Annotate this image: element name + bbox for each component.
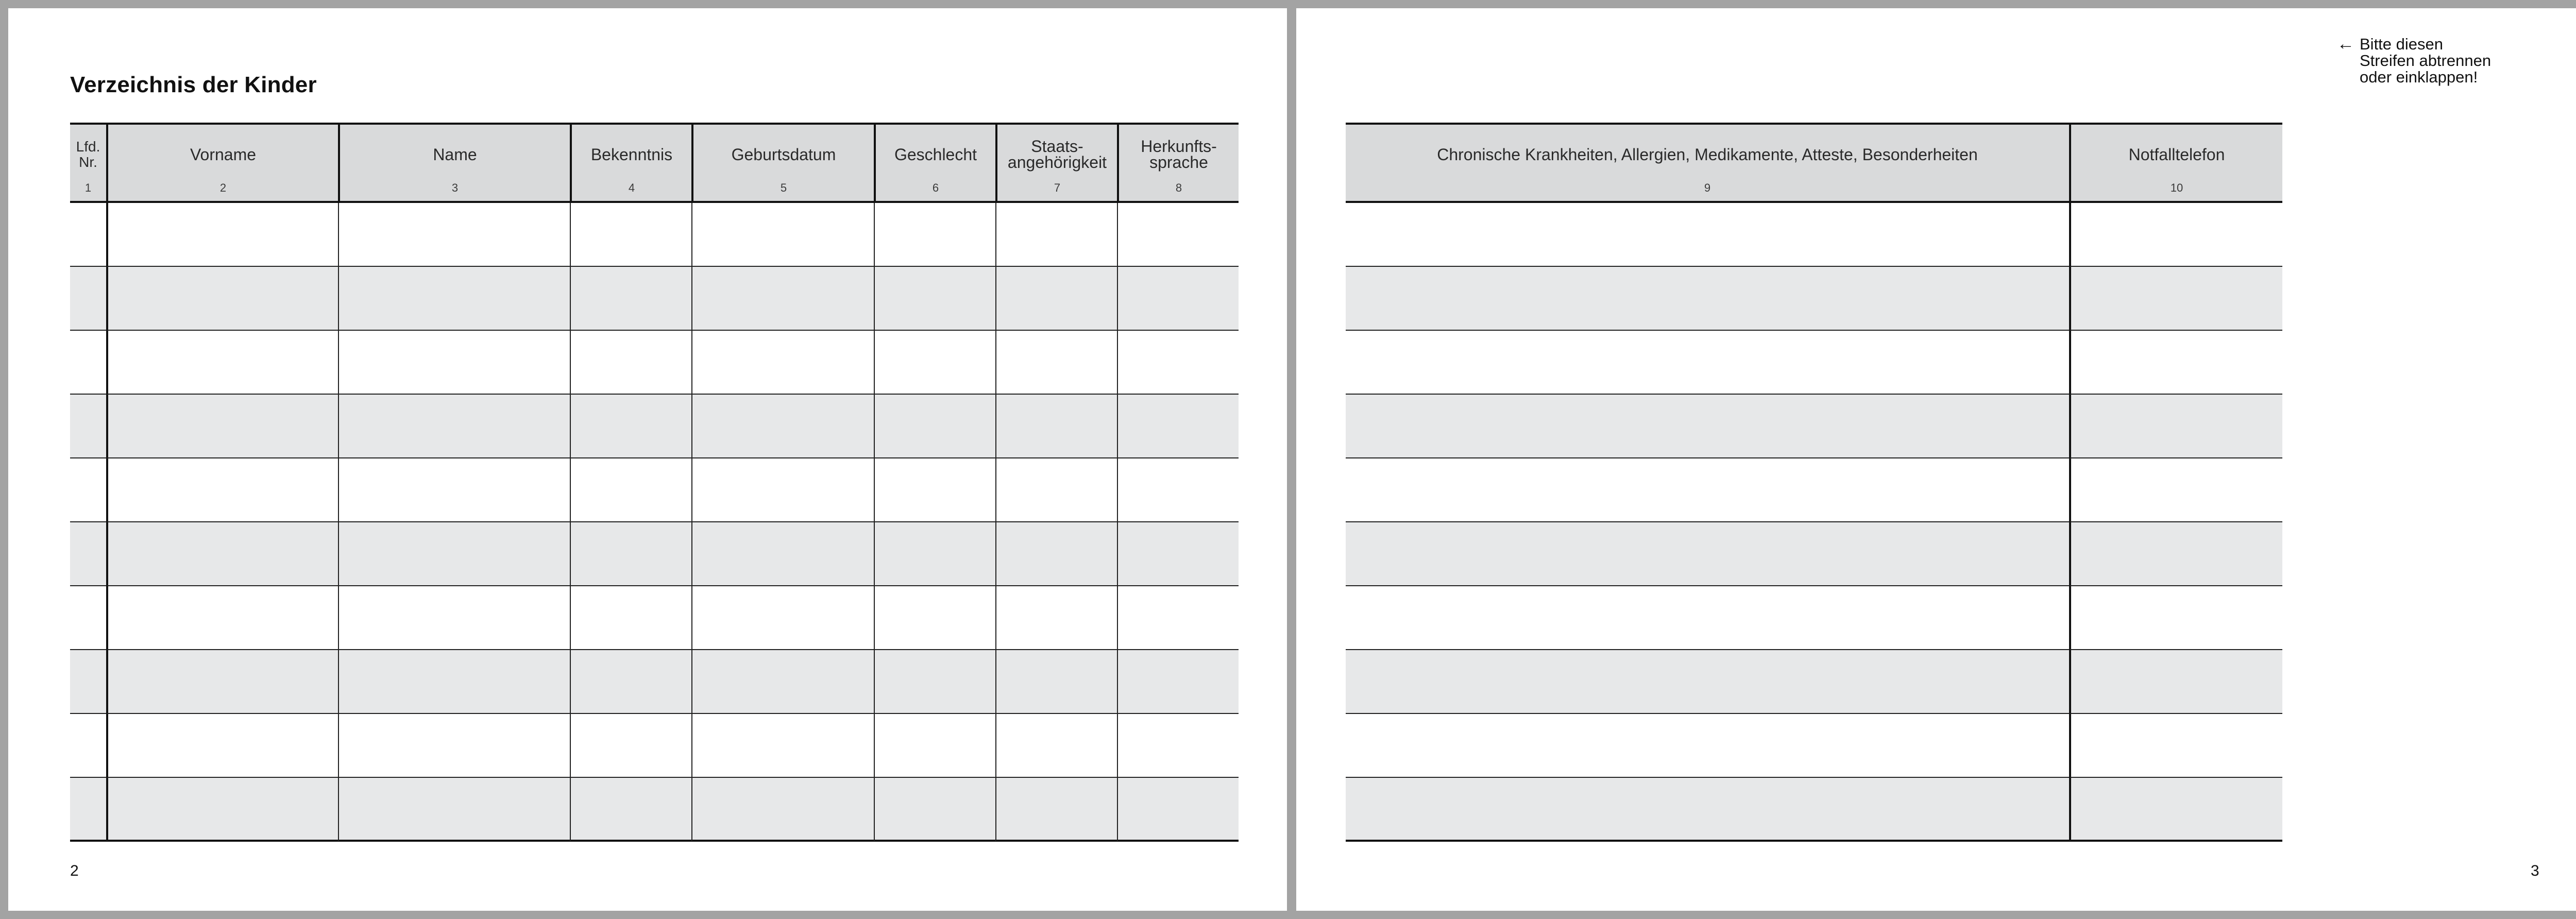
table-cell[interactable] bbox=[995, 331, 1117, 395]
column-header-label: Chronische Krankheiten, Allergien, Medikamente, Atteste, Besonderheiten bbox=[1437, 145, 1978, 164]
table-cell[interactable] bbox=[874, 395, 995, 458]
column-number: 3 bbox=[451, 181, 459, 194]
table-cell[interactable] bbox=[2069, 586, 2282, 650]
table-cell[interactable] bbox=[874, 778, 995, 842]
table-cell[interactable] bbox=[874, 458, 995, 522]
right-page bbox=[1296, 8, 2576, 911]
page-number: 3 bbox=[2531, 862, 2539, 879]
column-number: 8 bbox=[1175, 181, 1182, 194]
left-page bbox=[8, 8, 1287, 911]
table-cell[interactable] bbox=[106, 203, 338, 267]
column-header-label: Vorname bbox=[190, 145, 257, 164]
table-cell[interactable] bbox=[1117, 458, 1239, 522]
table-cell[interactable] bbox=[70, 331, 106, 395]
table-cell[interactable] bbox=[691, 714, 874, 778]
table-cell[interactable] bbox=[2069, 395, 2282, 458]
table-cell[interactable] bbox=[691, 778, 874, 842]
page-number: 2 bbox=[70, 862, 79, 879]
table-cell[interactable] bbox=[338, 203, 570, 267]
table-cell[interactable] bbox=[1117, 331, 1239, 395]
column-header-lfd-nr bbox=[70, 123, 106, 203]
table-cell[interactable] bbox=[2069, 650, 2282, 714]
table-cell[interactable] bbox=[106, 331, 338, 395]
table-cell[interactable] bbox=[70, 395, 106, 458]
table-cell[interactable] bbox=[1346, 586, 2069, 650]
table-cell[interactable] bbox=[338, 778, 570, 842]
column-number: 1 bbox=[84, 181, 92, 194]
table-cell[interactable] bbox=[106, 714, 338, 778]
column-header-label: Geschlecht bbox=[894, 145, 977, 164]
table-cell[interactable] bbox=[106, 522, 338, 586]
children-register-table bbox=[70, 123, 1239, 842]
column-header-geburtsdatum bbox=[691, 123, 874, 203]
table-cell[interactable] bbox=[1346, 267, 2069, 331]
table-cell[interactable] bbox=[874, 267, 995, 331]
table-cell[interactable] bbox=[1117, 650, 1239, 714]
table-cell[interactable] bbox=[338, 395, 570, 458]
table-cell[interactable] bbox=[570, 458, 691, 522]
table-cell[interactable] bbox=[70, 714, 106, 778]
column-number: 4 bbox=[628, 181, 635, 194]
table-cell[interactable] bbox=[106, 267, 338, 331]
table-cell[interactable] bbox=[691, 650, 874, 714]
table-cell[interactable] bbox=[1346, 331, 2069, 395]
table-cell[interactable] bbox=[874, 203, 995, 267]
health-info-table bbox=[1346, 123, 2282, 842]
table-cell[interactable] bbox=[995, 458, 1117, 522]
arrow-left-icon: ← bbox=[2337, 34, 2354, 54]
table-cell[interactable] bbox=[995, 778, 1117, 842]
table-cell[interactable] bbox=[2069, 331, 2282, 395]
column-header-geschlecht bbox=[874, 123, 995, 203]
table-cell[interactable] bbox=[570, 395, 691, 458]
table-cell[interactable] bbox=[2069, 458, 2282, 522]
table-cell[interactable] bbox=[1117, 586, 1239, 650]
column-header-label: Lfd. Nr. bbox=[76, 139, 100, 170]
table-cell[interactable] bbox=[70, 458, 106, 522]
table-cell[interactable] bbox=[570, 778, 691, 842]
table-cell[interactable] bbox=[691, 586, 874, 650]
table-cell[interactable] bbox=[570, 203, 691, 267]
column-header-vorname bbox=[106, 123, 338, 203]
column-number: 5 bbox=[780, 181, 787, 194]
table-cell[interactable] bbox=[338, 714, 570, 778]
tear-off-note bbox=[2337, 36, 2492, 86]
column-header-notfalltelefon bbox=[2069, 123, 2282, 203]
column-header-chronische-krankheiten bbox=[1346, 123, 2069, 203]
table-cell[interactable] bbox=[338, 586, 570, 650]
table-cell[interactable] bbox=[1117, 778, 1239, 842]
table-cell[interactable] bbox=[106, 586, 338, 650]
table-cell[interactable] bbox=[874, 586, 995, 650]
table-cell[interactable] bbox=[70, 267, 106, 331]
table-cell[interactable] bbox=[874, 714, 995, 778]
table-cell[interactable] bbox=[70, 650, 106, 714]
table-cell[interactable] bbox=[2069, 778, 2282, 842]
table-cell[interactable] bbox=[1346, 778, 2069, 842]
table-cell[interactable] bbox=[2069, 714, 2282, 778]
table-cell[interactable] bbox=[570, 586, 691, 650]
column-header-label: Notfalltelefon bbox=[2128, 145, 2225, 164]
table-cell[interactable] bbox=[338, 331, 570, 395]
table-grid bbox=[1346, 123, 2282, 842]
table-cell[interactable] bbox=[570, 331, 691, 395]
table-cell[interactable] bbox=[1346, 714, 2069, 778]
column-header-bekenntnis bbox=[570, 123, 691, 203]
table-cell[interactable] bbox=[570, 522, 691, 586]
table-cell[interactable] bbox=[995, 267, 1117, 331]
table-cell[interactable] bbox=[995, 650, 1117, 714]
page-title: Verzeichnis der Kinder bbox=[70, 72, 317, 97]
table-cell[interactable] bbox=[1346, 650, 2069, 714]
table-cell[interactable] bbox=[338, 458, 570, 522]
table-cell[interactable] bbox=[1117, 203, 1239, 267]
table-cell[interactable] bbox=[338, 267, 570, 331]
table-grid bbox=[70, 123, 1239, 842]
table-cell[interactable] bbox=[874, 650, 995, 714]
table-cell[interactable] bbox=[995, 586, 1117, 650]
table-cell[interactable] bbox=[570, 650, 691, 714]
table-cell[interactable] bbox=[2069, 522, 2282, 586]
table-cell[interactable] bbox=[874, 522, 995, 586]
table-cell[interactable] bbox=[1117, 522, 1239, 586]
table-cell[interactable] bbox=[691, 395, 874, 458]
column-header-label: Bekenntnis bbox=[590, 145, 673, 164]
table-cell[interactable] bbox=[1117, 267, 1239, 331]
column-header-name bbox=[338, 123, 570, 203]
column-number: 2 bbox=[219, 181, 227, 194]
table-cell[interactable] bbox=[1346, 203, 2069, 267]
table-cell[interactable] bbox=[691, 522, 874, 586]
table-cell[interactable] bbox=[995, 395, 1117, 458]
table-cell[interactable] bbox=[1346, 458, 2069, 522]
table-cell[interactable] bbox=[70, 522, 106, 586]
table-cell[interactable] bbox=[2069, 267, 2282, 331]
column-number: 10 bbox=[2170, 181, 2183, 194]
table-cell[interactable] bbox=[874, 331, 995, 395]
table-cell[interactable] bbox=[2069, 203, 2282, 267]
table-cell[interactable] bbox=[1117, 714, 1239, 778]
column-header-herkunftssprache bbox=[1117, 123, 1239, 203]
table-cell[interactable] bbox=[570, 714, 691, 778]
table-cell[interactable] bbox=[691, 331, 874, 395]
column-number: 9 bbox=[1704, 181, 1711, 194]
table-cell[interactable] bbox=[70, 203, 106, 267]
column-header-staatsangehoerigkeit bbox=[995, 123, 1117, 203]
table-cell[interactable] bbox=[338, 522, 570, 586]
table-cell[interactable] bbox=[691, 458, 874, 522]
table-cell[interactable] bbox=[691, 203, 874, 267]
table-cell[interactable] bbox=[106, 395, 338, 458]
table-cell[interactable] bbox=[691, 267, 874, 331]
table-cell[interactable] bbox=[70, 778, 106, 842]
table-cell[interactable] bbox=[995, 522, 1117, 586]
table-cell[interactable] bbox=[1346, 395, 2069, 458]
table-cell[interactable] bbox=[106, 650, 338, 714]
table-cell[interactable] bbox=[995, 714, 1117, 778]
table-cell[interactable] bbox=[106, 778, 338, 842]
table-cell[interactable] bbox=[338, 650, 570, 714]
column-number: 6 bbox=[932, 181, 939, 194]
table-cell[interactable] bbox=[1117, 395, 1239, 458]
table-cell[interactable] bbox=[1346, 522, 2069, 586]
column-header-label: Herkunfts- sprache bbox=[1141, 137, 1217, 172]
column-header-label: Geburtsdatum bbox=[731, 145, 836, 164]
tear-off-note-text: Bitte diesen Streifen abtrennen oder einklappen! bbox=[2360, 35, 2492, 86]
table-cell[interactable] bbox=[106, 458, 338, 522]
table-cell[interactable] bbox=[995, 203, 1117, 267]
table-cell[interactable] bbox=[570, 267, 691, 331]
column-header-label: Name bbox=[433, 145, 477, 164]
column-number: 7 bbox=[1054, 181, 1061, 194]
column-header-label: Staats- angehörigkeit bbox=[1007, 137, 1107, 172]
table-cell[interactable] bbox=[70, 586, 106, 650]
